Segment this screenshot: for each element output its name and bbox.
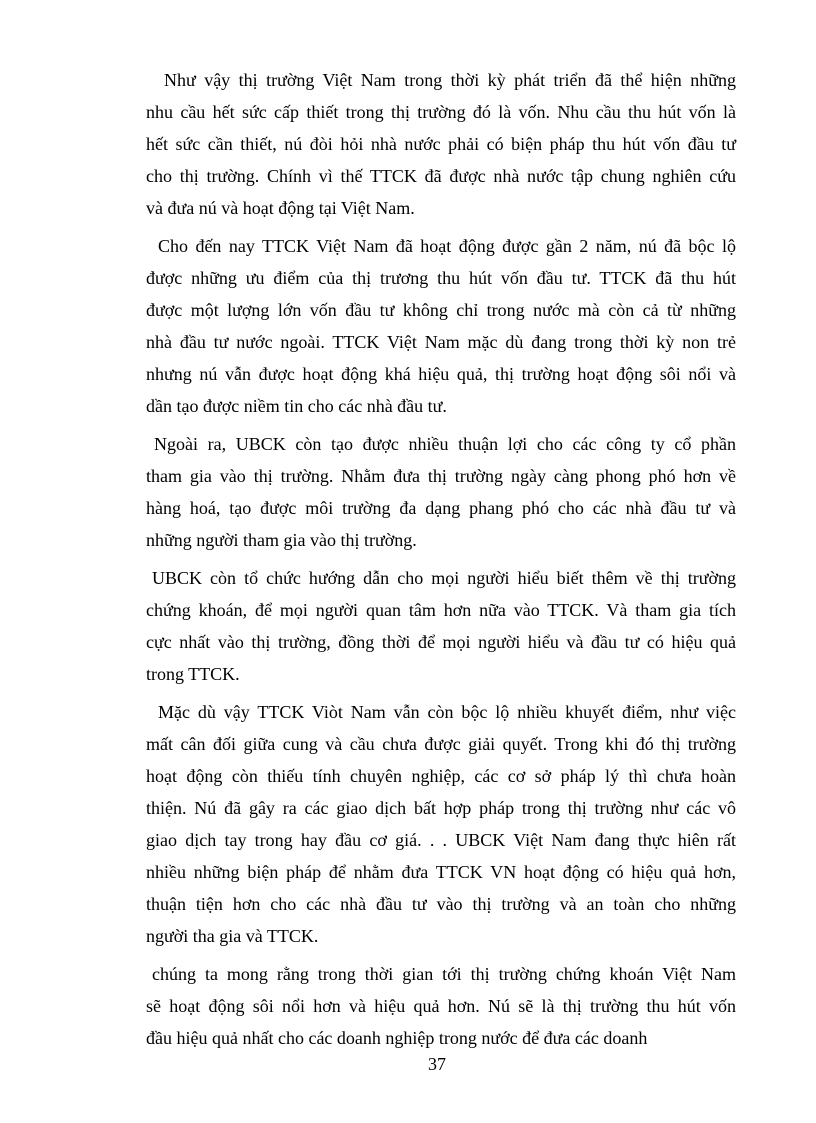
text-line: hết sức cần thiết, nú đòi hỏi nhà nước phải có biện pháp thu hút vốn đầu tư <box>146 134 736 154</box>
text-line: Như vậy thị trường Việt Nam trong thời kỳ phát triển đã thể hiện những <box>164 70 736 90</box>
text-line: đầu hiệu quả nhất cho các doanh nghiệp trong nước để đưa các doanh <box>146 1028 648 1048</box>
text-line: dần tạo được niềm tin cho các nhà đầu tư. <box>146 396 447 416</box>
text-line: những người tham gia vào thị trường. <box>146 530 417 550</box>
text-line: thiện. Nú đã gây ra các giao dịch bất hợp pháp trong thị trường như các vô <box>146 798 736 818</box>
text-line: Cho đến nay TTCK Việt Nam đã hoạt động được gần 2 năm, nú đã bộc lộ <box>158 236 736 256</box>
text-line: người tha gia và TTCK. <box>146 926 319 946</box>
text-line: chứng khoán, để mọi người quan tâm hơn nữa vào TTCK. Và tham gia tích <box>146 600 736 620</box>
text-line: cực nhất vào thị trường, đồng thời để mọi người hiểu và đầu tư có hiệu quả <box>146 632 736 652</box>
text-line: nhưng nú vẫn được hoạt động khá hiệu quả, thị trường hoạt động sôi nổi và <box>146 364 736 384</box>
paragraph-3 <box>146 428 736 556</box>
text-line: Mặc dù vậy TTCK Viòt Nam vẫn còn bộc lộ nhiều khuyết điểm, như việc <box>158 702 736 722</box>
text-line: cho thị trường. Chính vì thế TTCK đã được nhà nước tập chung nghiên cứu <box>146 166 736 186</box>
text-line: Ngoài ra, UBCK còn tạo được nhiều thuận lợi cho các công ty cổ phần <box>154 434 736 454</box>
text-line: nhiều những biện pháp để nhằm đưa TTCK VN hoạt động có hiệu quả hơn, <box>146 862 736 882</box>
text-line: giao dịch tay trong hay đầu cơ giá. . . UBCK Việt Nam đang thực hiên rất <box>146 830 736 850</box>
body-text <box>146 64 736 1054</box>
page-number: 37 <box>428 1054 446 1074</box>
text-line: hàng hoá, tạo được môi trường đa dạng phang phó cho các nhà đầu tư và <box>146 498 736 518</box>
paragraph-4 <box>146 562 736 690</box>
paragraph-5 <box>146 696 736 952</box>
text-line: trong TTCK. <box>146 664 240 684</box>
text-line: tham gia vào thị trường. Nhằm đưa thị trường ngày càng phong phó hơn về <box>146 466 736 486</box>
paragraph-2 <box>146 230 736 422</box>
text-line: sẽ hoạt động sôi nổi hơn và hiệu quả hơn. Nú sẽ là thị trường thu hút vốn <box>146 996 736 1016</box>
text-line: UBCK còn tổ chức hướng dẫn cho mọi người hiểu biết thêm về thị trường <box>152 568 736 588</box>
paragraph-1 <box>146 64 736 224</box>
text-line: thuận tiện hơn cho các nhà đầu tư vào thị trường và an toàn cho những <box>146 894 736 914</box>
text-line: và đưa nú và hoạt động tại Việt Nam. <box>146 198 415 218</box>
text-line: hoạt động còn thiếu tính chuyên nghiệp, các cơ sở pháp lý thì chưa hoàn <box>146 766 736 786</box>
text-line: mất cân đối giữa cung và cầu chưa được giải quyết. Trong khi đó thị trường <box>146 734 736 754</box>
text-line: được những ưu điểm của thị trương thu hút vốn đầu tư. TTCK đã thu hút <box>146 268 736 288</box>
text-line: nhu cầu hết sức cấp thiết trong thị trường đó là vốn. Nhu cầu thu hút vốn là <box>146 102 736 122</box>
text-line: nhà đầu tư nước ngoài. TTCK Việt Nam mặc dù đang trong thời kỳ non trẻ <box>146 332 736 352</box>
paragraph-6 <box>146 958 736 1054</box>
text-line: được một lượng lớn vốn đầu tư không chỉ trong nước mà còn cả từ những <box>146 300 736 320</box>
text-line: chúng ta mong rằng trong thời gian tới thị trường chứng khoán Việt Nam <box>152 964 736 984</box>
